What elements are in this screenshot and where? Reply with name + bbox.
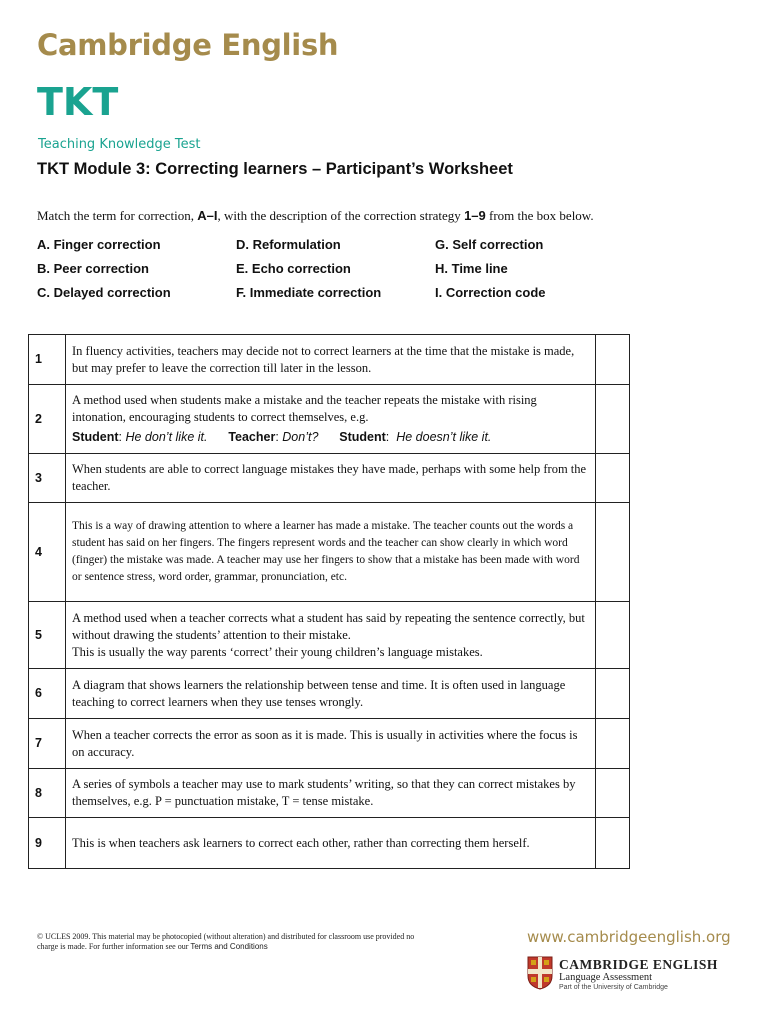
row-number: 5: [29, 602, 66, 669]
answer-cell[interactable]: [596, 454, 630, 503]
term-b: B. Peer correction: [37, 261, 149, 276]
term-a: A. Finger correction: [37, 237, 161, 252]
terms-link[interactable]: Terms and Conditions: [190, 942, 268, 951]
speaker-label: Teacher: [228, 430, 276, 444]
row-description-text: A method used when students make a mistake and the teacher repeats the mistake with rising intonation, encouraging students to correct themselves, e.g.: [72, 393, 537, 424]
answer-cell[interactable]: [596, 503, 630, 602]
table-row: [29, 503, 630, 602]
copyright-notice: [37, 932, 427, 952]
term-d: D. Reformulation: [236, 237, 341, 252]
term-i: I. Correction code: [435, 285, 546, 300]
website-link[interactable]: www.cambridgeenglish.org: [527, 928, 731, 946]
table-row: [29, 769, 630, 818]
instruction-text: [37, 208, 594, 224]
org-subtitle: Language Assessment: [559, 972, 653, 983]
row-description: When students are able to correct language mistakes they have made, perhaps with some help from the teacher.: [66, 454, 596, 503]
instruction-middle: , with the description of the correction strategy: [217, 208, 465, 223]
row-number: 9: [29, 818, 66, 869]
table-row: [29, 602, 630, 669]
row-description: When a teacher corrects the error as soon as it is made. This is usually in activities where the focus is on accuracy.: [66, 719, 596, 769]
row-description: This is when teachers ask learners to correct each other, rather than correcting them herself.: [66, 818, 596, 869]
row-description: This is a way of drawing attention to where a learner has made a mistake. The teacher counts out the words a student has said on her fingers. The fingers represent words and the teacher can show clearly in which word (finger) the mistake was made. A teacher may use her fingers to show that a mistake has been made with word or sentence stress, word order, grammar, pronunciation, etc.: [66, 503, 596, 602]
row-description: [66, 602, 596, 669]
row-description: A diagram that shows learners the relationship between tense and time. It is often used in language teaching to correct learners when they use tenses wrongly.: [66, 669, 596, 719]
row-number: 1: [29, 335, 66, 385]
answer-cell[interactable]: [596, 818, 630, 869]
table-row: [29, 719, 630, 769]
instruction-range-numbers: 1–9: [464, 208, 486, 223]
copyright-text: © UCLES 2009. This material may be photocopied (without alteration) and distributed for classroom use provided no charge is made. For further information see our: [37, 932, 415, 951]
table-row: [29, 335, 630, 385]
page-title: TKT Module 3: Correcting learners – Participant’s Worksheet: [37, 160, 513, 178]
table-row: [29, 669, 630, 719]
dialogue-line: He doesn’t like it.: [396, 430, 492, 444]
instruction-after: from the box below.: [485, 208, 594, 223]
row-number: 8: [29, 769, 66, 818]
row-number: 7: [29, 719, 66, 769]
row-description: [66, 385, 596, 454]
answer-cell[interactable]: [596, 769, 630, 818]
dialogue-line: Don’t?: [282, 430, 319, 444]
row-number: 4: [29, 503, 66, 602]
tkt-logo-text: TKT: [37, 80, 119, 124]
row-number: 6: [29, 669, 66, 719]
answer-cell[interactable]: [596, 719, 630, 769]
speaker-label: Student: [339, 430, 386, 444]
term-c: C. Delayed correction: [37, 285, 171, 300]
instruction-before: Match the term for correction,: [37, 208, 198, 223]
table-row: [29, 818, 630, 869]
terms-box: [37, 236, 597, 302]
instruction-range-letters: A–I: [197, 208, 218, 223]
cambridge-crest-icon: [527, 956, 553, 990]
row-description-text: A method used when a teacher corrects what a student has said by repeating the sentence correctly, but without drawing the students’ attention to their mistake.: [72, 610, 585, 642]
brand-title: Cambridge English: [37, 28, 339, 62]
row-description: In fluency activities, teachers may decide not to correct learners at the time that the mistake is made, but may prefer to leave the correction till later in the lesson.: [66, 335, 596, 385]
term-h: H. Time line: [435, 261, 508, 276]
row-number: 3: [29, 454, 66, 503]
org-affiliation: Part of the University of Cambridge: [559, 984, 668, 991]
term-e: E. Echo correction: [236, 261, 351, 276]
answer-cell[interactable]: [596, 335, 630, 385]
dialogue-line: He don’t like it.: [125, 430, 208, 444]
table-row: [29, 385, 630, 454]
table-row: [29, 454, 630, 503]
row-number: 2: [29, 385, 66, 454]
tkt-subtitle: Teaching Knowledge Test: [38, 137, 201, 152]
matching-table: [28, 334, 630, 869]
row-description: A series of symbols a teacher may use to mark students’ writing, so that they can correct mistakes by themselves, e.g. P = punctuation mistake, T = tense mistake.: [66, 769, 596, 818]
speaker-label: Student: [72, 430, 119, 444]
term-f: F. Immediate correction: [236, 285, 382, 300]
row-description-text-2: This is usually the way parents ‘correct’ their young children’s language mistakes.: [72, 644, 483, 659]
answer-cell[interactable]: [596, 669, 630, 719]
answer-cell[interactable]: [596, 602, 630, 669]
answer-cell[interactable]: [596, 385, 630, 454]
example-dialogue: Student: He don’t like it. Teacher: Don’t? Student: He doesn’t like it.: [72, 430, 492, 444]
term-g: G. Self correction: [435, 237, 544, 252]
org-name: CAMBRIDGE ENGLISH: [559, 957, 718, 972]
